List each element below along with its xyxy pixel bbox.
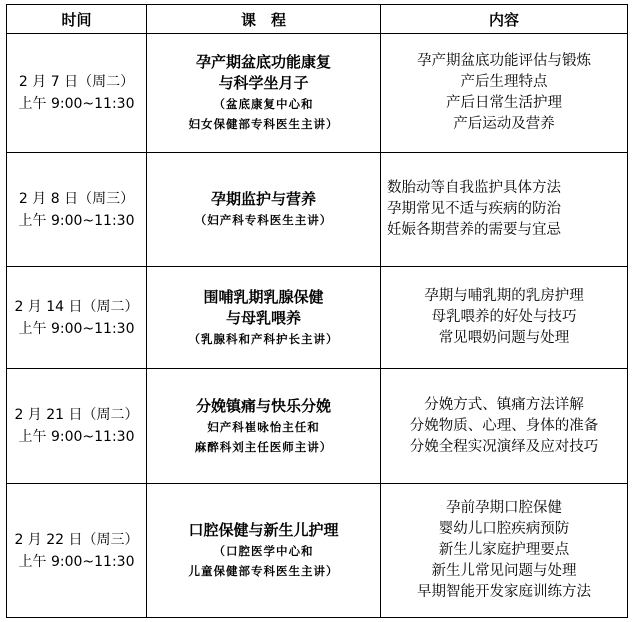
content-item: 妊娠各期营养的需要与宜忌 (387, 222, 561, 238)
content-item: 早期智能开发家庭训练方法 (417, 584, 591, 600)
content-item: 分娩物质、心理、身体的准备 (409, 417, 599, 434)
session-date: 2 月 14 日（周二） (14, 298, 139, 315)
content-item: 数胎动等自我监护具体方法 (387, 180, 561, 196)
course-cell (147, 267, 381, 369)
course-cell (147, 369, 381, 484)
content-item: 产后运动及营养 (453, 116, 555, 132)
course-lecturer: （盆底康复中心和 (213, 97, 314, 111)
content-item: 孕期常见不适与疾病的防治 (387, 201, 561, 217)
content-item: 分娩全程实况演绎及应对技巧 (409, 438, 599, 455)
session-date: 2 月 8 日（周三） (18, 190, 135, 207)
content-item: 新生儿家庭护理要点 (438, 542, 570, 558)
course-lecturer: 妇产科崔咏怡主任和 (207, 419, 320, 434)
course-cell (147, 484, 381, 618)
content-item: 孕产期盆底功能评估与锻炼 (417, 53, 591, 69)
content-cell (381, 153, 628, 267)
content-cell (381, 34, 628, 153)
session-hour: 上午 9:00~11:30 (18, 320, 135, 337)
course-title: 口腔保健与新生儿护理 (188, 521, 339, 539)
session-hour: 上午 9:00~11:30 (18, 212, 135, 229)
content-item: 婴幼儿口腔疾病预防 (438, 521, 570, 537)
table-row (7, 369, 628, 484)
course-lecturer: （妇产科专科医生主讲） (194, 213, 333, 227)
content-item: 母乳喂养的好处与技巧 (431, 309, 577, 325)
course-lecturer: 妇女保健部专科医生主讲） (188, 117, 339, 131)
schedule-document (6, 4, 627, 617)
header-time: 时间 (7, 5, 147, 34)
session-hour: 上午 9:00~11:30 (18, 553, 135, 570)
course-cell (147, 34, 381, 153)
time-cell (7, 267, 147, 369)
time-cell (7, 34, 147, 153)
header-course: 课 程 (147, 5, 381, 34)
course-cell (147, 153, 381, 267)
session-date: 2 月 21 日（周二） (14, 407, 139, 423)
content-item: 分娩方式、镇痛方法详解 (424, 396, 584, 413)
content-cell (381, 267, 628, 369)
table-row (7, 153, 628, 267)
content-cell (381, 484, 628, 618)
content-item: 孕前孕期口腔保健 (446, 500, 562, 516)
session-date: 2 月 7 日（周二） (18, 74, 135, 90)
content-item: 孕期与哺乳期的乳房护理 (424, 288, 584, 304)
course-lecturer: 儿童保健部专科医生主讲） (188, 564, 339, 578)
course-title: 围哺乳期乳腺保健 (203, 287, 324, 306)
session-date: 2 月 22 日（周三） (14, 531, 139, 548)
content-item: 常见喂奶问题与处理 (438, 330, 570, 346)
course-lecturer: （口腔医学中心和 (213, 544, 314, 558)
session-hour: 上午 9:00~11:30 (18, 96, 135, 112)
content-cell (381, 369, 628, 484)
header-row (7, 5, 628, 34)
time-cell (7, 369, 147, 484)
course-title: 孕期监护与营养 (210, 190, 316, 208)
course-title: 与科学坐月子 (218, 74, 309, 92)
course-title: 与母乳喂养 (225, 308, 301, 327)
course-lecturer: 麻醉科刘主任医师主讲） (194, 439, 333, 454)
table-row (7, 484, 628, 618)
content-item: 产后生理特点 (460, 74, 548, 90)
header-content: 内容 (381, 5, 628, 34)
schedule-table (6, 4, 628, 618)
time-cell (7, 153, 147, 267)
time-cell (7, 484, 147, 618)
content-item: 产后日常生活护理 (446, 95, 562, 111)
table-row (7, 34, 628, 153)
content-item: 新生儿常见问题与处理 (431, 563, 577, 579)
course-title: 孕产期盆底功能康复 (195, 53, 331, 71)
session-hour: 上午 9:00~11:30 (18, 429, 135, 445)
course-lecturer: （乳腺科和产科护长主讲） (188, 331, 339, 346)
course-title: 分娩镇痛与快乐分娩 (195, 396, 331, 415)
table-row (7, 267, 628, 369)
